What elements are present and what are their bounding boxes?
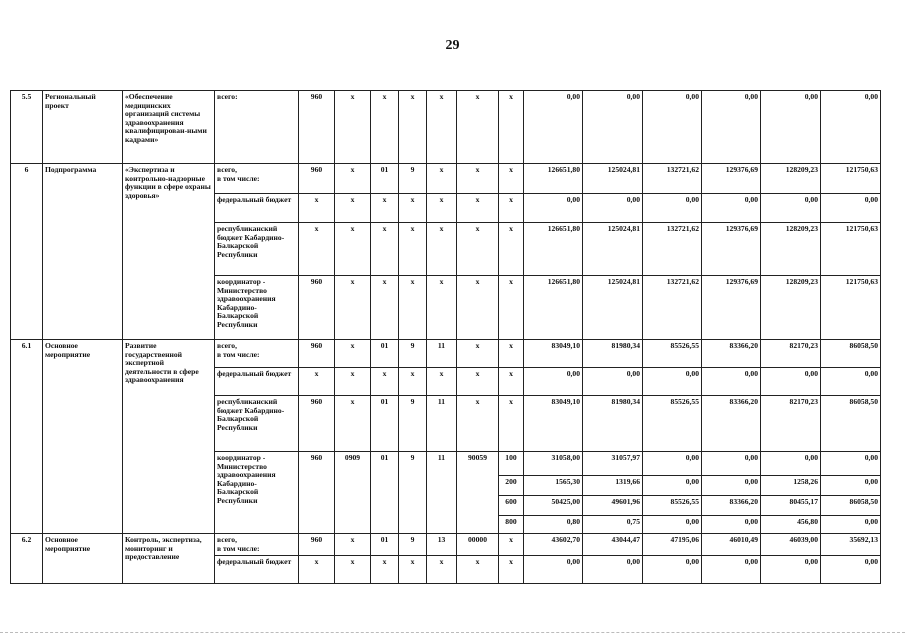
funding-source: всего: — [215, 91, 299, 164]
budget-code: х — [399, 556, 427, 584]
row-number: 6.2 — [11, 534, 43, 584]
amount-value: 0,00 — [821, 91, 881, 164]
amount-value: 0,00 — [702, 452, 761, 476]
budget-code: х — [335, 556, 371, 584]
budget-code: х — [335, 396, 371, 452]
funding-source: федеральный бюджет — [215, 194, 299, 223]
amount-value: 81980,34 — [583, 340, 643, 368]
amount-value: 0,00 — [702, 476, 761, 496]
budget-code: х — [371, 91, 399, 164]
row-type: Основное мероприятие — [43, 534, 123, 584]
budget-code: х — [335, 194, 371, 223]
budget-code: х — [299, 223, 335, 276]
amount-value: 83366,20 — [702, 496, 761, 516]
amount-value: 125024,81 — [583, 164, 643, 194]
amount-value: 0,80 — [524, 516, 583, 534]
budget-code: 9 — [399, 340, 427, 368]
budget-code: 01 — [371, 164, 399, 194]
funding-source: координатор - Министерство здравоохранения Кабардино-Балкарской Республики — [215, 276, 299, 340]
budget-code: х — [457, 276, 499, 340]
budget-code: 01 — [371, 396, 399, 452]
amount-value: 86058,50 — [821, 496, 881, 516]
budget-code: х — [371, 194, 399, 223]
budget-code: х — [335, 340, 371, 368]
budget-code: 90059 — [457, 452, 499, 534]
amount-value: 50425,00 — [524, 496, 583, 516]
amount-value: 126651,80 — [524, 164, 583, 194]
budget-code: 960 — [299, 91, 335, 164]
amount-value: 0,00 — [821, 452, 881, 476]
row-name: «Обеспечение медицинских организаций системы здравоохранения квалифицирован-ными кадрами» — [123, 91, 215, 164]
budget-code: 9 — [399, 534, 427, 556]
amount-value: 0,00 — [821, 516, 881, 534]
amount-value: 80455,17 — [761, 496, 821, 516]
budget-code: х — [457, 194, 499, 223]
budget-code: х — [427, 223, 457, 276]
expense-type-code: 800 — [499, 516, 524, 534]
amount-value: 0,00 — [643, 368, 702, 396]
budget-code: х — [499, 91, 524, 164]
amount-value: 31058,00 — [524, 452, 583, 476]
amount-value: 129376,69 — [702, 276, 761, 340]
amount-value: 0,00 — [821, 194, 881, 223]
budget-code: х — [427, 91, 457, 164]
table-row — [11, 534, 881, 556]
budget-table — [10, 90, 881, 584]
amount-value: 128209,23 — [761, 164, 821, 194]
budget-code: х — [499, 194, 524, 223]
row-name: «Экспертиза и контрольно-надзорные функции в сфере охраны здоровья» — [123, 164, 215, 340]
budget-code: 00000 — [457, 534, 499, 556]
amount-value: 0,00 — [761, 194, 821, 223]
table-row — [11, 91, 881, 164]
amount-value: 47195,06 — [643, 534, 702, 556]
funding-source: всего, в том числе: — [215, 164, 299, 194]
budget-code: х — [499, 534, 524, 556]
budget-code: 11 — [427, 340, 457, 368]
amount-value: 46010,49 — [702, 534, 761, 556]
amount-value: 0,00 — [643, 476, 702, 496]
budget-code: х — [427, 556, 457, 584]
amount-value: 121750,63 — [821, 223, 881, 276]
budget-code: 960 — [299, 396, 335, 452]
budget-code: х — [457, 396, 499, 452]
budget-code: х — [335, 534, 371, 556]
amount-value: 0,75 — [583, 516, 643, 534]
row-type: Подпрограмма — [43, 164, 123, 340]
budget-code: х — [299, 194, 335, 223]
page-number: 29 — [445, 38, 460, 53]
budget-code: 11 — [427, 396, 457, 452]
budget-code: х — [499, 368, 524, 396]
amount-value: 0,00 — [761, 91, 821, 164]
amount-value: 0,00 — [524, 91, 583, 164]
funding-source: всего, в том числе: — [215, 534, 299, 556]
row-number: 6.1 — [11, 340, 43, 534]
amount-value: 0,00 — [821, 368, 881, 396]
funding-source: федеральный бюджет — [215, 368, 299, 396]
amount-value: 0,00 — [583, 194, 643, 223]
funding-source: координатор - Министерство здравоохранения Кабардино-Балкарской Республики — [215, 452, 299, 534]
amount-value: 0,00 — [524, 368, 583, 396]
budget-code: х — [399, 368, 427, 396]
budget-code: х — [399, 223, 427, 276]
budget-code: х — [371, 276, 399, 340]
row-number: 6 — [11, 164, 43, 340]
amount-value: 128209,23 — [761, 276, 821, 340]
scan-artifact-line — [0, 632, 905, 633]
table-body — [11, 91, 881, 584]
amount-value: 1565,30 — [524, 476, 583, 496]
budget-code: 11 — [427, 452, 457, 534]
budget-code: х — [371, 368, 399, 396]
budget-code: х — [457, 340, 499, 368]
amount-value: 85526,55 — [643, 396, 702, 452]
budget-code: х — [457, 368, 499, 396]
amount-value: 129376,69 — [702, 223, 761, 276]
amount-value: 43044,47 — [583, 534, 643, 556]
budget-code: 960 — [299, 340, 335, 368]
budget-code: 960 — [299, 276, 335, 340]
budget-code: х — [427, 276, 457, 340]
amount-value: 0,00 — [761, 452, 821, 476]
budget-code: 960 — [299, 164, 335, 194]
row-type: Региональный проект — [43, 91, 123, 164]
budget-code: 960 — [299, 534, 335, 556]
amount-value: 85526,55 — [643, 340, 702, 368]
amount-value: 0,00 — [643, 91, 702, 164]
budget-code: х — [457, 164, 499, 194]
row-name: Развитие государственной экспертной деятельности в сфере здравоохранения — [123, 340, 215, 534]
budget-code: 13 — [427, 534, 457, 556]
amount-value: 125024,81 — [583, 276, 643, 340]
amount-value: 0,00 — [702, 556, 761, 584]
amount-value: 0,00 — [761, 368, 821, 396]
budget-code: х — [371, 556, 399, 584]
amount-value: 86058,50 — [821, 396, 881, 452]
budget-code: х — [299, 368, 335, 396]
budget-code: х — [399, 91, 427, 164]
expense-type-code: 100 — [499, 452, 524, 476]
budget-code: 0909 — [335, 452, 371, 534]
amount-value: 81980,34 — [583, 396, 643, 452]
row-name: Контроль, экспертиза, мониторинг и предоставление — [123, 534, 215, 584]
budget-code: х — [499, 164, 524, 194]
budget-code: х — [499, 276, 524, 340]
amount-value: 132721,62 — [643, 223, 702, 276]
amount-value: 85526,55 — [643, 496, 702, 516]
budget-code: 01 — [371, 340, 399, 368]
amount-value: 0,00 — [702, 516, 761, 534]
expense-type-code: 200 — [499, 476, 524, 496]
budget-code: х — [457, 556, 499, 584]
budget-code: 960 — [299, 452, 335, 534]
funding-source: республиканский бюджет Кабардино-Балкарской Республики — [215, 396, 299, 452]
funding-source: всего, в том числе: — [215, 340, 299, 368]
budget-code: х — [427, 194, 457, 223]
amount-value: 0,00 — [702, 91, 761, 164]
amount-value: 129376,69 — [702, 164, 761, 194]
amount-value: 132721,62 — [643, 164, 702, 194]
budget-code: х — [335, 91, 371, 164]
expense-type-code: 600 — [499, 496, 524, 516]
amount-value: 1258,26 — [761, 476, 821, 496]
amount-value: 83049,10 — [524, 340, 583, 368]
amount-value: 0,00 — [821, 556, 881, 584]
budget-code: 01 — [371, 452, 399, 534]
budget-code: х — [335, 223, 371, 276]
table-row — [11, 340, 881, 368]
funding-source: республиканский бюджет Кабардино-Балкарской Республики — [215, 223, 299, 276]
amount-value: 128209,23 — [761, 223, 821, 276]
budget-code: х — [299, 556, 335, 584]
budget-code: 01 — [371, 534, 399, 556]
amount-value: 121750,63 — [821, 164, 881, 194]
amount-value: 0,00 — [583, 91, 643, 164]
amount-value: 0,00 — [702, 368, 761, 396]
amount-value: 126651,80 — [524, 223, 583, 276]
budget-code: х — [457, 223, 499, 276]
amount-value: 456,80 — [761, 516, 821, 534]
budget-code: 9 — [399, 452, 427, 534]
amount-value: 35692,13 — [821, 534, 881, 556]
amount-value: 46039,00 — [761, 534, 821, 556]
budget-code: х — [335, 164, 371, 194]
budget-code: 9 — [399, 164, 427, 194]
amount-value: 125024,81 — [583, 223, 643, 276]
amount-value: 0,00 — [643, 516, 702, 534]
amount-value: 0,00 — [583, 368, 643, 396]
amount-value: 0,00 — [643, 194, 702, 223]
amount-value: 83366,20 — [702, 396, 761, 452]
amount-value: 121750,63 — [821, 276, 881, 340]
amount-value: 0,00 — [702, 194, 761, 223]
amount-value: 49601,96 — [583, 496, 643, 516]
amount-value: 43602,70 — [524, 534, 583, 556]
row-number: 5.5 — [11, 91, 43, 164]
budget-code: х — [499, 340, 524, 368]
amount-value: 0,00 — [643, 452, 702, 476]
budget-code: х — [399, 276, 427, 340]
amount-value: 0,00 — [583, 556, 643, 584]
budget-code: х — [427, 164, 457, 194]
table-row — [11, 164, 881, 194]
budget-code: 9 — [399, 396, 427, 452]
amount-value: 82170,23 — [761, 340, 821, 368]
budget-code: х — [335, 368, 371, 396]
amount-value: 0,00 — [524, 194, 583, 223]
amount-value: 0,00 — [524, 556, 583, 584]
funding-source: федеральный бюджет — [215, 556, 299, 584]
budget-code: х — [371, 223, 399, 276]
budget-code: х — [499, 223, 524, 276]
amount-value: 31057,97 — [583, 452, 643, 476]
amount-value: 82170,23 — [761, 396, 821, 452]
amount-value: 83049,10 — [524, 396, 583, 452]
amount-value: 83366,20 — [702, 340, 761, 368]
amount-value: 0,00 — [761, 556, 821, 584]
row-type: Основное мероприятие — [43, 340, 123, 534]
budget-code: х — [457, 91, 499, 164]
amount-value: 86058,50 — [821, 340, 881, 368]
amount-value: 0,00 — [643, 556, 702, 584]
budget-code: х — [499, 556, 524, 584]
amount-value: 126651,80 — [524, 276, 583, 340]
amount-value: 0,00 — [821, 476, 881, 496]
budget-code: х — [399, 194, 427, 223]
budget-code: х — [335, 276, 371, 340]
amount-value: 1319,66 — [583, 476, 643, 496]
amount-value: 132721,62 — [643, 276, 702, 340]
budget-code: х — [499, 396, 524, 452]
budget-code: х — [427, 368, 457, 396]
